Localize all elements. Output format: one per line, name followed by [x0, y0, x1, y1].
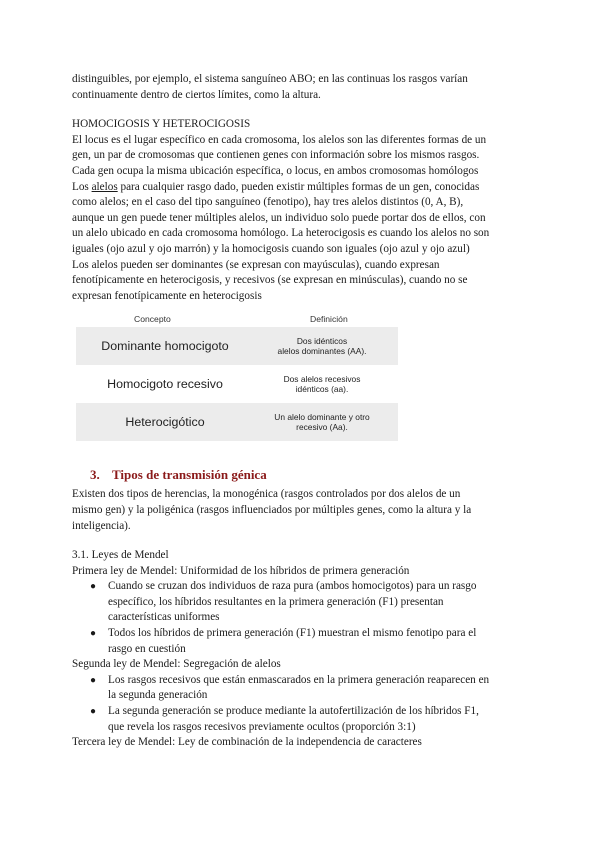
bullet-icon: ●	[90, 674, 97, 686]
paragraph-line: como alelos; en el caso del tipo sanguíneo (fenotipo), hay tres alelos distintos (0, A, B),	[72, 196, 464, 209]
section-heading-homocigosis: HOMOCIGOSIS Y HETEROCIGOSIS	[72, 118, 251, 131]
figure-definition: Dos alelos recesivos idénticos (aa).	[283, 374, 361, 395]
figure-concept: Heterocigótico	[125, 415, 205, 430]
paragraph-line: aunque un gen puede tener múltiples alelos, un individuo solo puede portar dos de ellos, con	[72, 211, 486, 224]
law-heading: Segunda ley de Mendel: Segregación de alelos	[72, 658, 281, 671]
bullet-icon: ●	[90, 581, 97, 593]
paragraph-line: expresan fenotípicamente en heterocigosis	[72, 289, 262, 302]
allele-concepts-figure	[76, 310, 398, 443]
paragraph-line: Los alelos pueden ser dominantes (se expresan con mayúsculas), cuando expresan	[72, 258, 440, 271]
intro-line: continuamente dentro de ciertos límites, como la altura.	[72, 88, 321, 101]
paragraph-line: Cada gen ocupa la misma ubicación específica, o locus, en ambos cromosomas homólogos	[72, 164, 479, 177]
law-heading: Tercera ley de Mendel: Ley de combinación de la independencia de caracteres	[72, 736, 422, 749]
law1-bullet-list	[72, 579, 528, 657]
bullet-icon: ●	[90, 706, 97, 718]
paragraph-line: inteligencia).	[72, 519, 131, 532]
paragraph-line: iguales (ojo azul y ojo marrón) y la homocigosis cuando son iguales (ojo azul y ojo azul)	[72, 242, 470, 255]
list-item: ● Los rasgos recesivos que están enmascarados en la primera generación reaparecen en la segunda generación	[90, 673, 490, 702]
figure-definition: Dos idénticos alelos dominantes (AA).	[277, 336, 367, 357]
list-item: ● Cuando se cruzan dos individuos de raza pura (ambos homocigotos) para un rasgo específico, los híbridos resultantes en la primera generación (F1) presentan características uniformes	[90, 580, 477, 624]
law-heading: Primera ley de Mendel: Uniformidad de los híbridos de primera generación	[72, 564, 410, 577]
figure-row	[76, 403, 398, 441]
alelos-link: alelos	[91, 180, 118, 193]
law2-bullet-list	[72, 673, 528, 735]
figure-row	[76, 327, 398, 365]
figure-concept: Homocigoto recesivo	[107, 377, 223, 392]
figure-header-concepto: Concepto	[134, 313, 171, 324]
bullet-icon: ●	[90, 628, 97, 640]
subsection-heading-mendel: 3.1. Leyes de Mendel	[72, 549, 169, 562]
figure-header	[76, 310, 398, 327]
figure-concept: Dominante homocigoto	[101, 339, 229, 354]
document-page	[72, 72, 528, 751]
list-item: ● La segunda generación se produce mediante la autofertilización de los híbridos F1, que revela los rasgos recesivos previamente ocultos (proporción 3:1)	[90, 705, 479, 733]
paragraph-line: Los alelos para cualquier rasgo dado, pueden existir múltiples formas de un gen, conocidas	[72, 180, 480, 193]
paragraph-line: gen, un par de cromosomas que contienen genes con información sobre los mismos rasgos.	[72, 149, 480, 162]
figure-header-definicion: Definición	[310, 313, 348, 324]
section-heading-tipos: 3. Tipos de transmisión génica	[90, 467, 267, 483]
figure-row	[76, 365, 398, 403]
paragraph-line: El locus es el lugar específico en cada cromosoma, los alelos son las diferentes formas de un	[72, 133, 487, 146]
paragraph-line: Existen dos tipos de herencias, la monogénica (rasgos controlados por dos alelos de un	[72, 488, 461, 501]
paragraph-line: un alelo ubicado en cada cromosoma homólogo. La heterocigosis es cuando los alelos no son	[72, 227, 490, 240]
list-item: ● Todos los híbridos de primera generación (F1) muestran el mismo fenotipo para el rasgo en cuestión	[90, 627, 477, 655]
paragraph-line: mismo gen) y la poligénica (rasgos influenciados por múltiples genes, como la altura y la	[72, 503, 472, 516]
intro-line: distinguibles, por ejemplo, el sistema sanguíneo ABO; en las continuas los rasgos varían	[72, 73, 468, 85]
paragraph-line: fenotípicamente en heterocigosis, y recesivos (se expresan en minúsculas), cuando no se	[72, 274, 468, 287]
figure-definition: Un alelo dominante y otro recesivo (Aa).	[274, 412, 370, 433]
